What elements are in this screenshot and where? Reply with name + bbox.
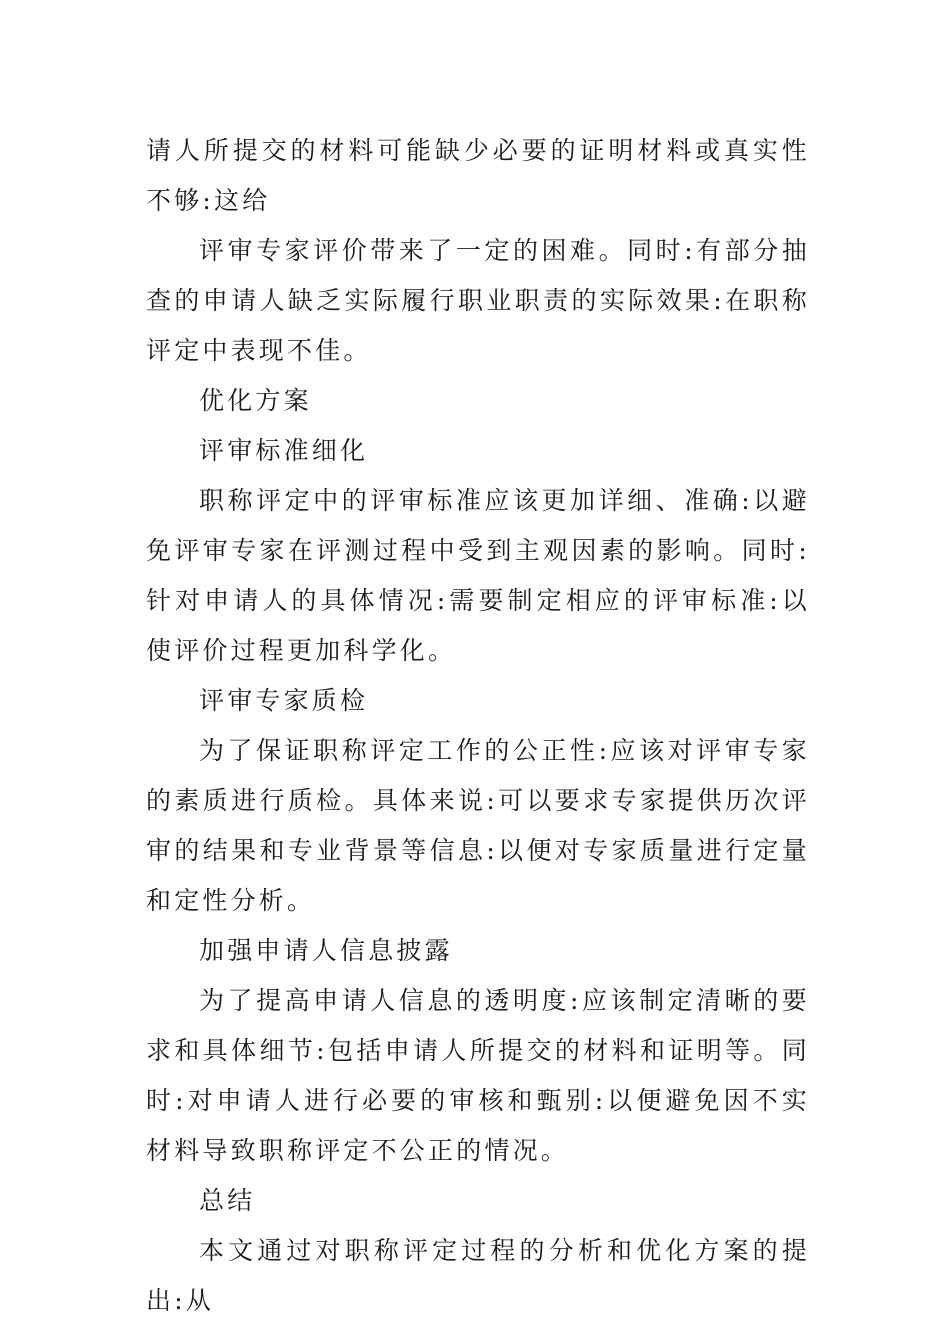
section-heading-summary: 总结: [199, 1186, 256, 1215]
document-body: [146, 126, 810, 1326]
paragraph: 职称评定中的评审标准应该更加详细、准确:以避免评审专家在评测过程中受到主观因素的影响。同时:针对申请人的具体情况:需要制定相应的评审标准:以使评价过程更加科学化。: [146, 486, 810, 665]
subsection-heading: 评审标准细化: [199, 436, 369, 465]
section-heading-optimization: 优化方案: [199, 386, 312, 415]
paragraph: 评审专家评价带来了一定的困难。同时:有部分抽查的申请人缺乏实际履行职业职责的实际效果:在职称评定中表现不佳。: [146, 236, 810, 365]
subsection-heading: 评审专家质检: [199, 686, 369, 715]
paragraph-continued: 请人所提交的材料可能缺少必要的证明材料或真实性不够:这给: [146, 136, 810, 215]
paragraph: 为了提高申请人信息的透明度:应该制定清晰的要求和具体细节:包括申请人所提交的材料和证明等。同时:对申请人进行必要的审核和甄别:以便避免因不实材料导致职称评定不公正的情况。: [146, 986, 810, 1165]
subsection-heading: 加强申请人信息披露: [199, 936, 453, 965]
paragraph: 本文通过对职称评定过程的分析和优化方案的提出:从: [146, 1236, 810, 1315]
paragraph: 为了保证职称评定工作的公正性:应该对评审专家的素质进行质检。具体来说:可以要求专家提供历次评审的结果和专业背景等信息:以便对专家质量进行定量和定性分析。: [146, 736, 810, 915]
